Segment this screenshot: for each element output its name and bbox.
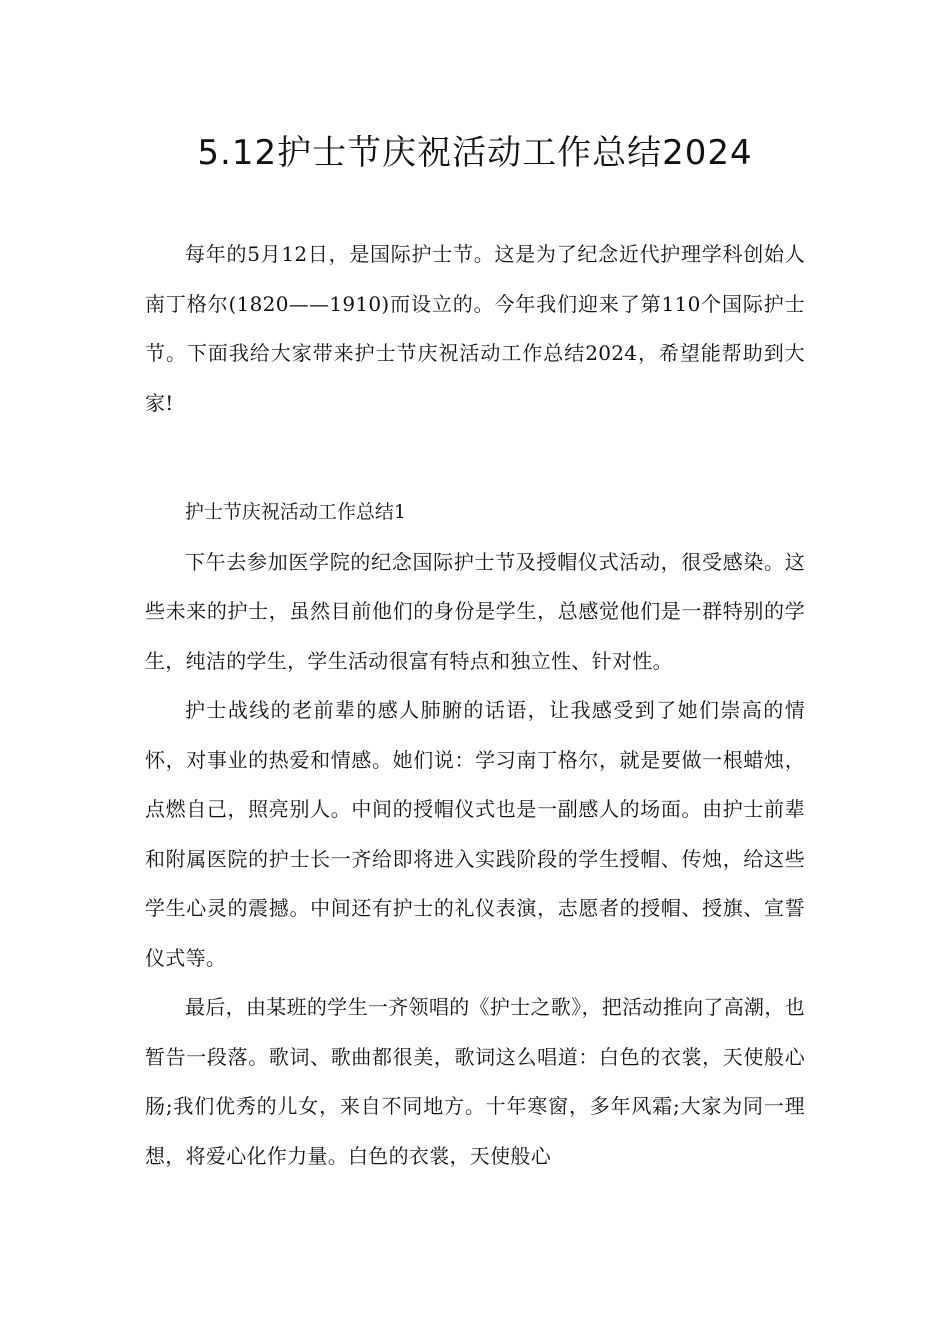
document-title: 5.12护士节庆祝活动工作总结2024 bbox=[197, 133, 753, 173]
body-paragraph-2: 护士战线的老前辈的感人肺腑的话语，让我感受到了她们崇高的情怀，对事业的热爱和情感。她们说：学习南丁格尔，就是要做一根蜡烛，点燃自己，照亮别人。中间的授帽仪式也是一副感人的场面。由护士前辈和附属医院的护士长一齐给即将进入实践阶段的学生授帽、传烛，给这些学生心灵的震撼。中间还有护士的礼仪表演，志愿者的授帽、授旗、宣誓仪式等。 bbox=[145, 698, 805, 970]
intro-paragraph: 每年的5月12日，是国际护士节。这是为了纪念近代护理学科创始人南丁格尔(1820——1910)而设立的。今年我们迎来了第110个国际护士节。下面我给大家带来护士节庆祝活动工作总结2024，希望能帮助到大家! bbox=[145, 242, 805, 415]
section-spacer bbox=[145, 428, 805, 488]
section-heading: 护士节庆祝活动工作总结1 bbox=[184, 501, 406, 523]
body-paragraph-3: 最后，由某班的学生一齐领唱的《护士之歌》，把活动推向了高潮，也暂告一段落。歌词、歌曲都很美，歌词这么唱道：白色的衣裳，天使般心肠;我们优秀的儿女，来自不同地方。十年寒窗，多年风霜;大家为同一理想，将爱心化作力量。白色的衣裳，天使般心 bbox=[145, 995, 805, 1168]
document-body bbox=[145, 230, 805, 1181]
body-paragraph-1: 下午去参加医学院的纪念国际护士节及授帽仪式活动，很受感染。这些未来的护士，虽然目前他们的身份是学生，总感觉他们是一群特别的学生，纯洁的学生，学生活动很富有特点和独立性、针对性。 bbox=[145, 549, 805, 673]
